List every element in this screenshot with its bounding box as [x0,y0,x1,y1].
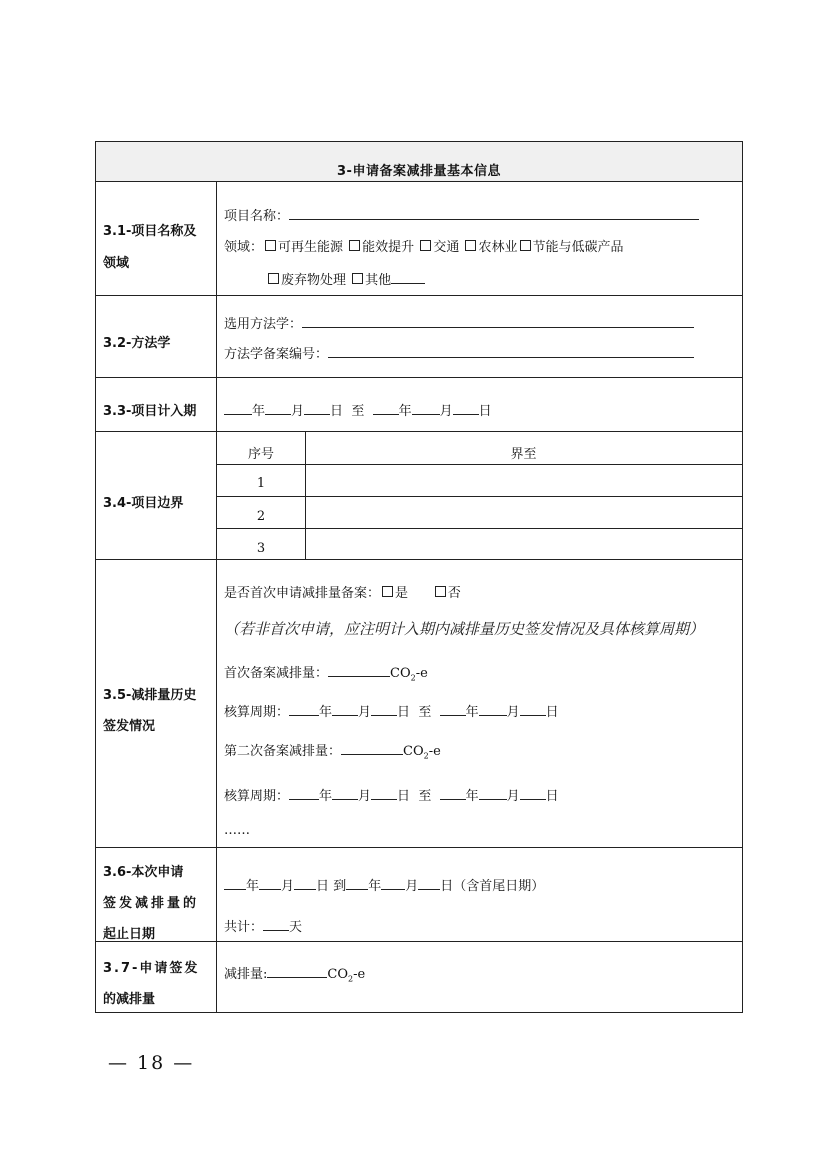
application-form-table [95,141,743,1013]
section-3-2-row [96,296,742,378]
second-period-line: 核算周期： 年 月 日 至 年 月 日 [224,785,559,804]
boundary-row-no: 1 [256,476,266,491]
section-3-1-label: 3.1-项目名称及 领域 [96,182,217,295]
crediting-period-line: 年 月 日 至 年 月 日 [224,400,492,419]
second-amount-line: 第二次备案减排量： $CO_2-e$ [224,740,441,761]
table-title-row [96,142,742,182]
section-3-2-label: 3.2-方法学 [96,296,217,377]
ellipsis: …… [224,823,250,838]
issuance-period-line: 年 月 日 到 年 月 日（含首尾日期） [224,875,544,894]
section-3-6-row [96,848,742,942]
boundary-col-header: 界至 [510,447,537,462]
boundary-col-no-header: 序号 [247,447,274,462]
page-number: — 18 — [108,1052,195,1074]
project-name-field[interactable] [289,206,699,220]
methodology-line: 选用方法学： [224,313,694,332]
section-3-7-row [96,942,742,1012]
history-note: （若非首次申请，应注明计入期内减排量历史签发情况及具体核算周期） [224,620,705,638]
other-domain-field[interactable] [391,270,425,284]
methodology-field[interactable] [302,314,694,328]
checkbox-waste[interactable] [268,273,279,284]
section-3-7-label: 3.7-申请签发 的减排量 [96,942,217,1012]
checkbox-renewable[interactable] [265,240,276,251]
checkbox-agroforestry[interactable] [465,240,476,251]
checkbox-other[interactable] [352,273,363,284]
section-3-1-row [96,182,742,296]
checkbox-no[interactable] [435,586,446,597]
boundary-subtable [217,432,742,559]
checkbox-transport[interactable] [420,240,431,251]
methodology-number-field[interactable] [328,344,694,358]
section-3-5-row [96,560,742,848]
boundary-row-no: 2 [256,509,266,524]
reduction-amount-line: 减排量: $CO_2-e$ [224,963,365,984]
checkbox-lowcarbon-products[interactable] [520,240,531,251]
section-3-3-label: 3.3-项目计入期 [96,378,217,431]
section-3-4-row [96,432,742,560]
table-title: 3-申请备案减排量基本信息 [337,164,501,179]
first-period-line: 核算周期： 年 月 日 至 年 月 日 [224,701,559,720]
first-amount-line: 首次备案减排量： $CO_2-e$ [224,662,428,683]
boundary-row-no: 3 [256,541,266,556]
domain-line-1: 领域： 可再生能源 能效提升 交通 农林业 节能与低碳产品 [224,240,624,255]
checkbox-efficiency[interactable] [349,240,360,251]
section-3-6-label: 3.6-本次申请 签发减排量的 起止日期 [96,848,217,941]
total-days-line: 共计： 天 [224,916,302,935]
domain-line-2: 废弃物处理 其他 [266,269,425,288]
section-3-3-row [96,378,742,432]
section-3-1-content [217,182,742,295]
first-application-line: 是否首次申请减排量备案： 是 否 [224,586,461,601]
section-3-5-label: 3.5-减排量历史 签发情况 [96,560,217,847]
checkbox-yes[interactable] [382,586,393,597]
project-name-line: 项目名称： [224,205,699,224]
section-3-4-label: 3.4-项目边界 [96,432,217,559]
methodology-number-line: 方法学备案编号： [224,343,694,362]
